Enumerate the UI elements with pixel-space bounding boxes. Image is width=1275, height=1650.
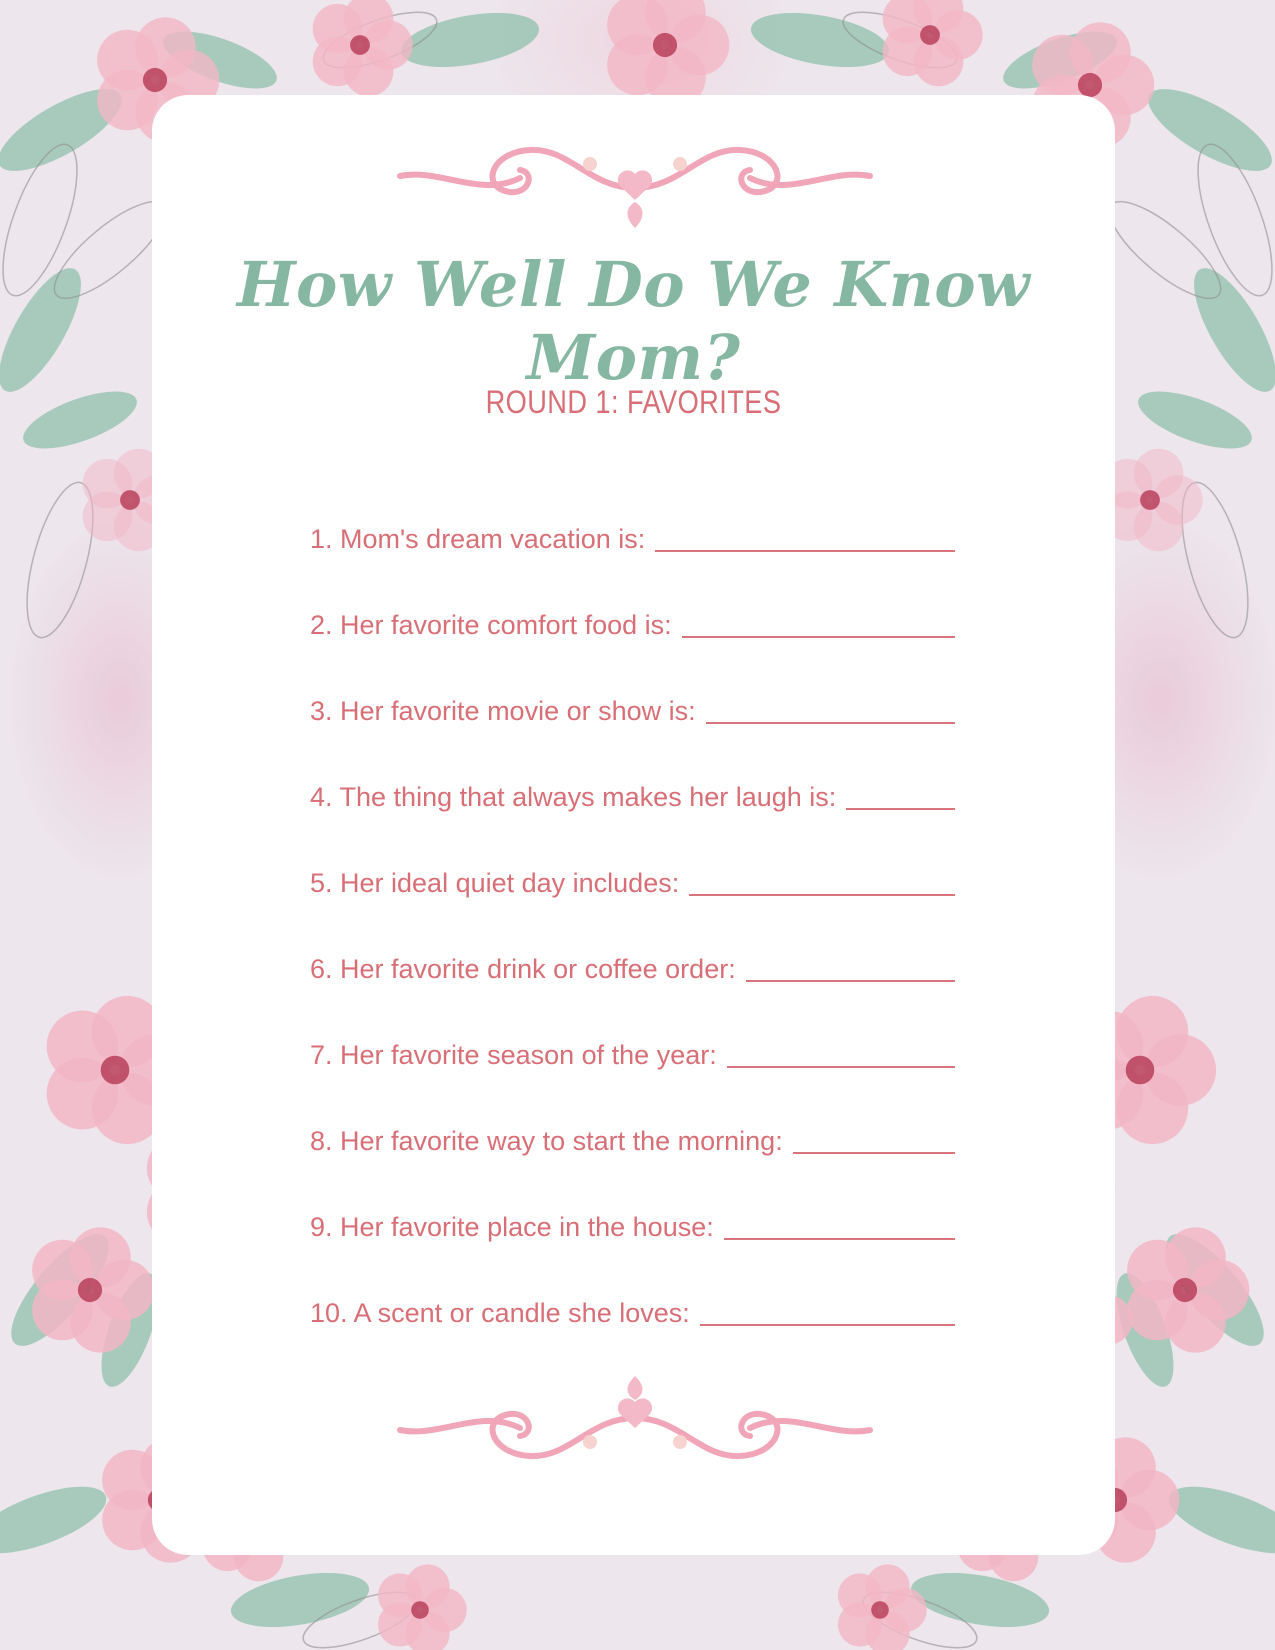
bottom-flourish-ornament [380,1368,890,1478]
answer-line[interactable] [706,721,955,724]
leaf-shape [747,4,893,77]
answer-line[interactable] [689,893,955,896]
answer-line[interactable] [793,1151,955,1154]
question-row [310,986,955,1072]
question-label: 2. Her favorite comfort food is: [310,610,672,640]
leaf-shape [397,4,543,77]
top-flourish-ornament [380,128,890,238]
leaf-shape [1131,380,1258,461]
answer-line[interactable] [682,635,955,638]
leaf-shape [1137,74,1275,186]
question-label: 10. A scent or candle she loves: [310,1298,690,1328]
question-row [310,1158,955,1244]
page-title: How Well Do We Know Mom? [236,248,1031,394]
answer-line[interactable] [846,807,955,810]
question-row [310,728,955,814]
question-label: 8. Her favorite way to start the morning: [310,1126,783,1156]
question-label: 9. Her favorite place in the house: [310,1212,714,1242]
question-row [310,814,955,900]
question-label: 5. Her ideal quiet day includes: [310,868,680,898]
answer-line[interactable] [655,549,955,552]
question-label: 4. The thing that always makes her laugh is: [310,782,837,812]
answer-line[interactable] [746,979,955,982]
answer-line[interactable] [727,1065,955,1068]
leaf-shape [1179,257,1275,403]
question-label: 3. Her favorite movie or show is: [310,696,696,726]
question-row [310,470,955,556]
flower-shape [838,1564,927,1650]
question-row [310,1244,955,1330]
leaf-shape [0,1473,114,1567]
leaf-shape [16,380,143,461]
flower-shape [1103,449,1203,552]
answer-line[interactable] [700,1323,955,1326]
question-label: 6. Her favorite drink or coffee order: [310,954,736,984]
round-heading: ROUND 1: FAVORITES [485,384,782,420]
question-row [310,900,955,986]
flower-shape [607,0,729,108]
leaf-shape [0,257,96,403]
question-row [310,1072,955,1158]
question-row [310,642,955,728]
question-row [310,556,955,642]
question-label: 1. Mom's dream vacation is: [310,524,646,554]
flower-shape [378,1564,467,1650]
flower-shape [883,0,983,86]
leaf-shape [907,1564,1053,1637]
leaf-shape [1161,1473,1275,1567]
answer-line[interactable] [724,1237,955,1240]
question-label: 7. Her favorite season of the year: [310,1040,717,1070]
question-list [310,470,955,1330]
